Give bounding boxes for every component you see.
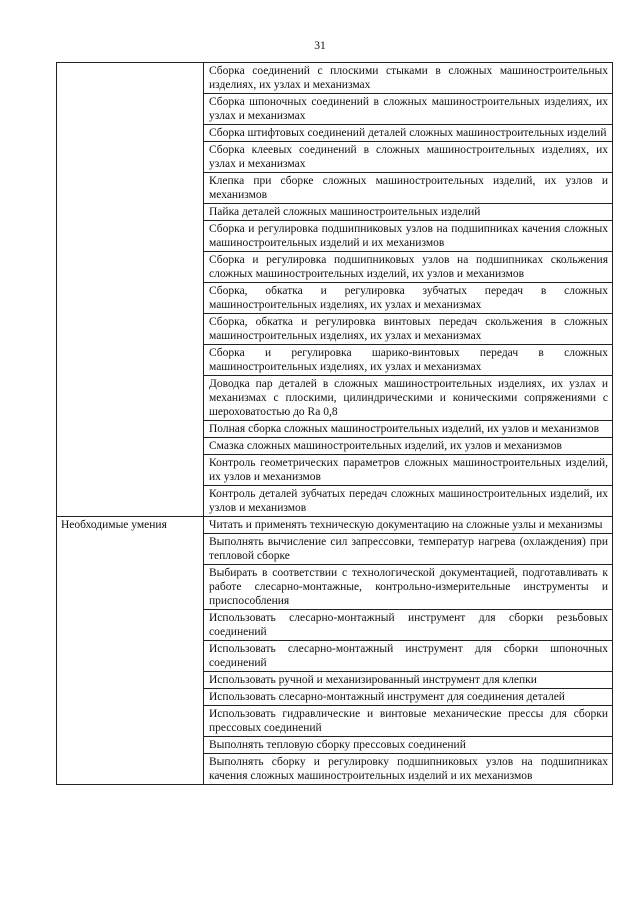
- requirement-cell: [204, 534, 613, 565]
- requirement-text: Использовать гидравлические и винтовые механические прессы для сборки прессовых соединений: [209, 708, 608, 734]
- requirement-cell: [204, 689, 613, 706]
- requirement-text: Доводка пар деталей в сложных машиностроительных изделиях, их узлах и механизмах с плоскими, цилиндрическими и коническими сопряжениями с шероховатостью до Ra 0,8: [209, 378, 608, 418]
- requirement-cell: [204, 94, 613, 125]
- requirement-cell: [204, 345, 613, 376]
- table-row: [57, 63, 613, 94]
- requirement-cell: [204, 142, 613, 173]
- table-row: [57, 517, 613, 534]
- requirement-text: Клепка при сборке сложных машиностроительных изделий, их узлов и механизмов: [209, 175, 608, 201]
- page-number: 31: [314, 40, 326, 52]
- requirement-cell: [204, 737, 613, 754]
- requirement-text: Смазка сложных машиностроительных изделий, их узлов и механизмов: [209, 440, 562, 452]
- requirement-cell: [204, 641, 613, 672]
- requirement-text: Сборка соединений с плоскими стыками в сложных машиностроительных изделиях, их узлах и механизмах: [209, 65, 608, 91]
- requirement-cell: [204, 376, 613, 421]
- requirement-text: Использовать слесарно-монтажный инструмент для сборки резьбовых соединений: [209, 612, 608, 638]
- requirement-cell: [204, 565, 613, 610]
- requirement-text: Выполнять сборку и регулировку подшипниковых узлов на подшипниках качения сложных машиностроительных изделий и их механизмов: [209, 756, 608, 782]
- requirement-cell: [204, 610, 613, 641]
- requirement-text: Сборка штифтовых соединений деталей сложных машиностроительных изделий: [209, 127, 607, 139]
- requirement-text: Сборка и регулировка подшипниковых узлов на подшипниках скольжения сложных машиностроительных изделий, их узлов и механизмов: [209, 254, 608, 280]
- requirement-text: Сборка шпоночных соединений в сложных машиностроительных изделиях, их узлах и механизмах: [209, 96, 608, 122]
- requirement-cell: [204, 517, 613, 534]
- requirement-cell: [204, 63, 613, 94]
- requirement-text: Читать и применять техническую документацию на сложные узлы и механизмы: [209, 519, 603, 531]
- requirement-text: Сборка, обкатка и регулировка зубчатых передач в сложных машиностроительных изделиях, их узлах и механизмах: [209, 285, 608, 311]
- requirement-text: Использовать ручной и механизированный инструмент для клепки: [209, 674, 537, 686]
- requirement-cell: [204, 204, 613, 221]
- requirement-cell: [204, 252, 613, 283]
- section-label: Необходимые умения: [61, 519, 167, 531]
- requirement-cell: [204, 455, 613, 486]
- requirements-table-body: [57, 63, 613, 785]
- requirement-text: Выполнять вычисление сил запрессовки, температур нагрева (охлаждения) при тепловой сборке: [209, 536, 608, 562]
- requirement-cell: [204, 754, 613, 785]
- requirement-text: Сборка и регулировка подшипниковых узлов на подшипниках качения сложных машиностроительных изделий и их механизмов: [209, 223, 608, 249]
- requirement-text: Контроль геометрических параметров сложных машиностроительных изделий, их узлов и механизмов: [209, 457, 608, 483]
- requirements-table: [56, 62, 613, 785]
- requirement-cell: [204, 173, 613, 204]
- requirement-text: Пайка деталей сложных машиностроительных изделий: [209, 206, 481, 218]
- requirement-text: Полная сборка сложных машиностроительных изделий, их узлов и механизмов: [209, 423, 600, 435]
- requirement-text: Использовать слесарно-монтажный инструмент для сборки шпоночных соединений: [209, 643, 608, 669]
- requirement-cell: [204, 486, 613, 517]
- requirement-text: Выполнять тепловую сборку прессовых соединений: [209, 739, 466, 751]
- requirement-cell: [204, 706, 613, 737]
- requirement-cell: [204, 672, 613, 689]
- requirement-cell: [204, 421, 613, 438]
- requirement-text: Контроль деталей зубчатых передач сложных машиностроительных изделий, их узлов и механизмов: [209, 488, 608, 514]
- requirement-cell: [204, 283, 613, 314]
- requirement-cell: [204, 221, 613, 252]
- requirement-text: Использовать слесарно-монтажный инструмент для соединения деталей: [209, 691, 565, 703]
- requirement-text: Выбирать в соответствии с технологической документацией, подготавливать к работе слесарно-монтажные, контрольно-измерительные инструменты и приспособления: [209, 567, 608, 607]
- requirement-cell: [204, 314, 613, 345]
- requirement-text: Сборка, обкатка и регулировка винтовых передач скольжения в сложных машиностроительных изделиях, их узлах и механизмах: [209, 316, 608, 342]
- section-label-cell: [57, 517, 204, 785]
- requirement-text: Сборка клеевых соединений в сложных машиностроительных изделиях, их узлах и механизмах: [209, 144, 608, 170]
- requirement-text: Сборка и регулировка шарико-винтовых передач в сложных машиностроительных изделиях, их узлах и механизмах: [209, 347, 608, 373]
- section-label-cell: [57, 63, 204, 517]
- requirement-cell: [204, 438, 613, 455]
- requirement-cell: [204, 125, 613, 142]
